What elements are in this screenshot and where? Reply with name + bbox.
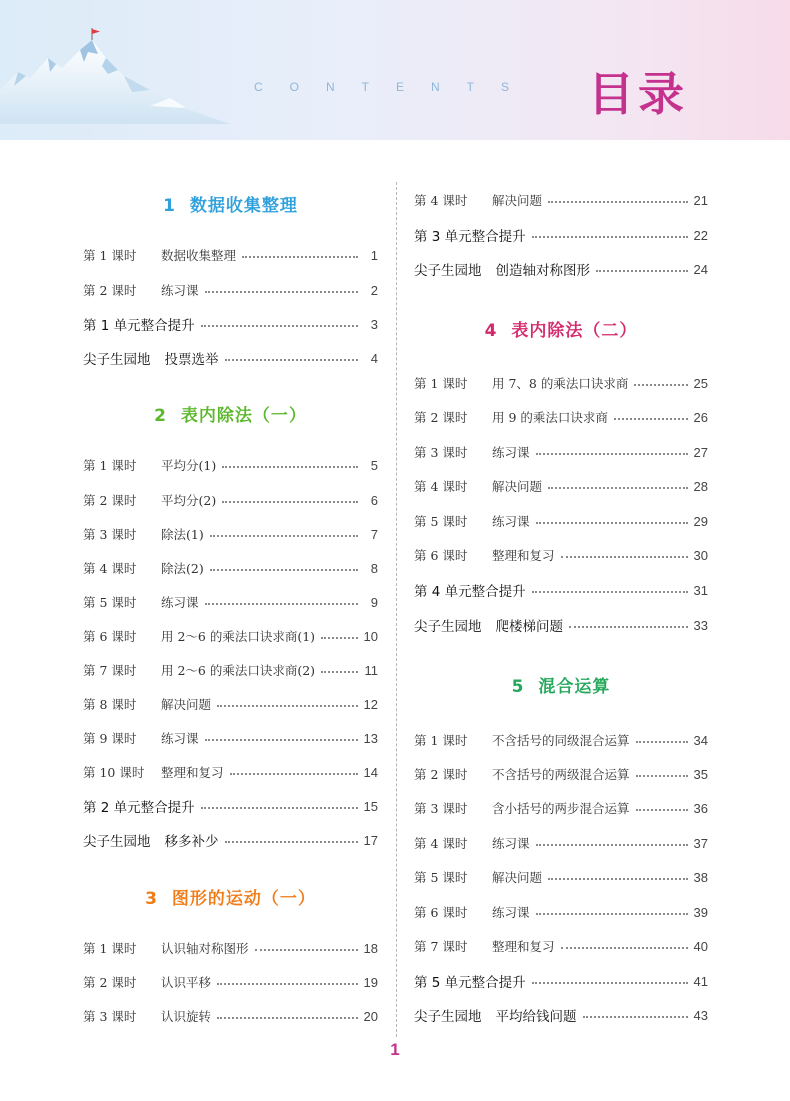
entry-title xyxy=(83,314,195,334)
entry-label: 尖子生园地 xyxy=(414,619,482,635)
page-ref: 38 xyxy=(693,869,708,885)
toc-entry[interactable] xyxy=(83,592,378,612)
toc-entry[interactable] xyxy=(414,798,708,818)
entry-label: 第 3 单元整合提升 xyxy=(414,229,526,245)
lesson-topic: 含小括号的两步混合运算 xyxy=(492,801,630,816)
lesson-label: 第 4 课时 xyxy=(414,193,468,208)
lesson-label: 第 2 课时 xyxy=(414,410,468,425)
toc-entry[interactable] xyxy=(414,190,708,210)
lesson-topic: 认识平移 xyxy=(161,975,212,990)
lesson-topic: 解决问题 xyxy=(161,697,212,712)
dot-leader xyxy=(225,841,358,843)
lesson-topic: 解决问题 xyxy=(492,193,543,208)
page-ref: 25 xyxy=(693,375,708,391)
entry-title xyxy=(83,559,204,577)
entry-title xyxy=(83,661,315,679)
entry-title xyxy=(414,408,608,426)
dot-leader xyxy=(536,913,688,915)
dot-leader xyxy=(636,775,688,777)
lesson-topic: 除法(2) xyxy=(161,561,204,576)
lesson-label: 第 3 课时 xyxy=(414,801,468,816)
lesson-label: 第 8 课时 xyxy=(83,697,137,712)
page-ref: 24 xyxy=(693,261,708,277)
unit-heading xyxy=(83,191,378,216)
toc-entry[interactable] xyxy=(83,245,378,265)
toc-entry[interactable] xyxy=(414,225,708,245)
toc-entry[interactable] xyxy=(83,524,378,544)
lesson-topic: 整理和复习 xyxy=(161,765,224,780)
lesson-topic: 解决问题 xyxy=(492,870,543,885)
entry-title xyxy=(83,1007,211,1025)
toc-entry[interactable] xyxy=(83,348,378,368)
page-ref: 37 xyxy=(693,835,708,851)
entry-topic: 移多补少 xyxy=(164,834,219,850)
lesson-label: 第 3 课时 xyxy=(83,527,137,542)
entry-title xyxy=(414,903,530,921)
lesson-label: 第 7 课时 xyxy=(414,939,468,954)
entry-title xyxy=(414,512,530,530)
page-ref: 2 xyxy=(370,282,378,298)
entry-label: 尖子生园地 xyxy=(414,263,482,279)
toc-entry[interactable] xyxy=(414,407,708,427)
page-ref: 40 xyxy=(693,938,708,954)
entry-title xyxy=(83,796,195,816)
page-ref: 26 xyxy=(693,409,708,425)
lesson-topic: 用 2～6 的乘法口诀求商(2) xyxy=(161,663,316,678)
lesson-topic: 练习课 xyxy=(492,445,530,460)
lesson-topic: 练习课 xyxy=(492,514,530,529)
lesson-label: 第 4 课时 xyxy=(83,561,137,576)
unit-title: 表内除法（二） xyxy=(511,321,638,341)
entry-title xyxy=(83,456,216,474)
dot-leader xyxy=(596,270,688,272)
dot-leader xyxy=(561,556,688,558)
toc-entry[interactable] xyxy=(414,867,708,887)
lesson-topic: 练习课 xyxy=(161,731,199,746)
page-ref: 28 xyxy=(693,478,708,494)
lesson-label: 第 6 课时 xyxy=(414,905,468,920)
dot-leader xyxy=(536,453,688,455)
entry-title xyxy=(414,443,530,461)
entry-title xyxy=(83,348,219,368)
entry-title xyxy=(414,868,542,886)
entry-title xyxy=(414,615,563,635)
toc-entry[interactable] xyxy=(83,314,378,334)
page-ref: 12 xyxy=(363,696,378,712)
toc-entry[interactable] xyxy=(83,694,378,714)
toc-entry[interactable] xyxy=(414,764,708,784)
entry-title xyxy=(83,525,204,543)
lesson-topic: 整理和复习 xyxy=(492,939,555,954)
lesson-topic: 认识旋转 xyxy=(161,1009,212,1024)
dot-leader xyxy=(201,325,358,327)
dot-leader xyxy=(217,705,358,707)
dot-leader xyxy=(205,739,358,741)
dot-leader xyxy=(321,637,357,639)
entry-title xyxy=(83,281,199,299)
entry-title xyxy=(83,763,224,781)
lesson-label: 第 2 课时 xyxy=(83,283,137,298)
entry-title xyxy=(414,374,628,392)
lesson-label: 第 1 课时 xyxy=(414,733,468,748)
page-ref: 10 xyxy=(363,628,378,644)
lesson-label: 第 4 课时 xyxy=(414,479,468,494)
entry-title xyxy=(83,973,211,991)
page-ref: 8 xyxy=(370,560,378,576)
page-ref: 4 xyxy=(370,350,378,366)
lesson-topic: 练习课 xyxy=(492,905,530,920)
page-ref: 21 xyxy=(693,192,708,208)
toc-entry[interactable] xyxy=(83,280,378,300)
page-ref: 18 xyxy=(363,940,378,956)
page-ref: 17 xyxy=(363,832,378,848)
entry-topic: 爬楼梯问题 xyxy=(495,619,563,635)
unit-heading xyxy=(414,316,708,341)
toc-entry[interactable] xyxy=(414,971,708,991)
page-ref: 14 xyxy=(363,764,378,780)
entry-title xyxy=(83,593,199,611)
lesson-label: 第 2 课时 xyxy=(83,975,137,990)
lesson-label: 第 5 课时 xyxy=(83,595,137,610)
lesson-label: 第 10 课时 xyxy=(83,765,145,780)
entry-title xyxy=(83,491,216,509)
page-ref: 22 xyxy=(693,227,708,243)
page-ref: 13 xyxy=(363,730,378,746)
entry-title xyxy=(414,765,630,783)
entry-title xyxy=(414,191,542,209)
lesson-topic: 用 9 的乘法口诀求商 xyxy=(492,410,608,425)
entry-title xyxy=(83,246,236,264)
entry-label: 第 4 单元整合提升 xyxy=(414,584,526,600)
toc-entry[interactable] xyxy=(83,762,378,782)
dot-leader xyxy=(561,947,688,949)
toc-entry[interactable] xyxy=(414,259,708,279)
toc-entry[interactable] xyxy=(83,796,378,816)
dot-leader xyxy=(217,983,358,985)
page-ref: 11 xyxy=(364,662,378,678)
dot-leader xyxy=(634,384,687,386)
toc-entry[interactable] xyxy=(414,373,708,393)
dot-leader xyxy=(614,418,688,420)
page-ref: 30 xyxy=(693,547,708,563)
entry-title xyxy=(414,799,630,817)
lesson-label: 第 4 课时 xyxy=(414,836,468,851)
toc-entry[interactable] xyxy=(414,545,708,565)
entry-topic: 创造轴对称图形 xyxy=(495,263,590,279)
dot-leader xyxy=(636,741,688,743)
dot-leader xyxy=(321,671,358,673)
unit-title: 图形的运动（一） xyxy=(171,889,316,909)
entry-title xyxy=(83,830,219,850)
entry-title xyxy=(414,834,530,852)
unit-number: 1 xyxy=(163,196,176,216)
dot-leader xyxy=(548,201,688,203)
entry-title xyxy=(414,937,555,955)
dot-leader xyxy=(255,949,358,951)
lesson-label: 第 5 课时 xyxy=(414,514,468,529)
toc-entry[interactable] xyxy=(414,476,708,496)
entry-label: 第 1 单元整合提升 xyxy=(83,318,195,334)
dot-leader xyxy=(548,487,688,489)
lesson-topic: 练习课 xyxy=(161,283,199,298)
lesson-topic: 解决问题 xyxy=(492,479,543,494)
entry-title xyxy=(83,695,211,713)
unit-title: 混合运算 xyxy=(538,677,611,697)
unit-number: 4 xyxy=(484,321,498,341)
dot-leader xyxy=(532,982,688,984)
page-ref: 20 xyxy=(363,1008,378,1024)
toc-entry[interactable] xyxy=(83,1006,378,1026)
lesson-topic: 平均分(2) xyxy=(161,493,217,508)
toc-entry[interactable] xyxy=(83,728,378,748)
lesson-topic: 认识轴对称图形 xyxy=(161,941,249,956)
entry-topic: 投票选举 xyxy=(164,352,219,368)
page-ref: 35 xyxy=(693,766,708,782)
entry-title xyxy=(414,546,555,564)
lesson-topic: 用 2～6 的乘法口诀求商(1) xyxy=(161,629,316,644)
entry-label: 尖子生园地 xyxy=(83,834,151,850)
dot-leader xyxy=(210,569,358,571)
entry-title xyxy=(414,1005,577,1025)
toc-entry[interactable] xyxy=(414,730,708,750)
dot-leader xyxy=(548,878,688,880)
dot-leader xyxy=(583,1016,688,1018)
page-ref: 33 xyxy=(693,617,708,633)
unit-number: 2 xyxy=(154,406,167,426)
entry-label: 尖子生园地 xyxy=(83,352,151,368)
dot-leader xyxy=(532,236,688,238)
dot-leader xyxy=(205,603,358,605)
lesson-label: 第 1 课时 xyxy=(83,458,137,473)
toc-entry[interactable] xyxy=(83,490,378,510)
mountain-illustration xyxy=(0,28,230,128)
lesson-topic: 整理和复习 xyxy=(492,548,555,563)
entry-title xyxy=(83,729,199,747)
dot-leader xyxy=(205,291,358,293)
lesson-label: 第 2 课时 xyxy=(414,767,468,782)
page-ref: 34 xyxy=(693,732,708,748)
entry-title xyxy=(83,939,249,957)
lesson-label: 第 7 课时 xyxy=(83,663,137,678)
dot-leader xyxy=(536,844,688,846)
dot-leader xyxy=(222,466,358,468)
toc-entry[interactable] xyxy=(83,830,378,850)
entry-title xyxy=(414,225,526,245)
toc-entry[interactable] xyxy=(414,615,708,635)
unit-heading xyxy=(83,884,378,909)
toc-entry[interactable] xyxy=(83,558,378,578)
page-number: 1 xyxy=(390,1040,400,1059)
dot-leader xyxy=(225,359,359,361)
toc-entry[interactable] xyxy=(414,833,708,853)
lesson-topic: 不含括号的两级混合运算 xyxy=(492,767,630,782)
toc-entry[interactable] xyxy=(414,1005,708,1025)
unit-title: 数据收集整理 xyxy=(189,196,298,216)
toc-entry[interactable] xyxy=(83,626,378,646)
entry-title xyxy=(414,259,590,279)
entry-label: 第 2 单元整合提升 xyxy=(83,800,195,816)
dot-leader xyxy=(242,256,358,258)
page-ref: 6 xyxy=(370,492,378,508)
lesson-topic: 练习课 xyxy=(492,836,530,851)
dot-leader xyxy=(222,501,358,503)
lesson-label: 第 3 课时 xyxy=(414,445,468,460)
unit-heading xyxy=(83,401,378,426)
toc-entry[interactable] xyxy=(83,938,378,958)
lesson-label: 第 5 课时 xyxy=(414,870,468,885)
lesson-label: 第 6 课时 xyxy=(414,548,468,563)
entry-label: 第 5 单元整合提升 xyxy=(414,975,526,991)
lesson-label: 第 1 课时 xyxy=(83,941,137,956)
page-ref: 5 xyxy=(370,457,378,473)
lesson-topic: 除法(1) xyxy=(161,527,204,542)
dot-leader xyxy=(201,807,358,809)
dot-leader xyxy=(536,522,688,524)
entry-title xyxy=(414,731,630,749)
lesson-topic: 数据收集整理 xyxy=(161,248,237,263)
dot-leader xyxy=(532,591,688,593)
unit-number: 5 xyxy=(511,677,525,697)
lesson-label: 第 3 课时 xyxy=(83,1009,137,1024)
toc-entry[interactable] xyxy=(414,511,708,531)
page-ref: 39 xyxy=(693,904,708,920)
lesson-label: 第 6 课时 xyxy=(83,629,137,644)
dot-leader xyxy=(230,773,358,775)
entry-label: 尖子生园地 xyxy=(414,1009,482,1025)
lesson-topic: 平均分(1) xyxy=(161,458,217,473)
page-ref: 1 xyxy=(370,247,378,263)
page-ref: 29 xyxy=(693,513,708,529)
column-divider xyxy=(396,182,397,1037)
entry-title xyxy=(414,477,542,495)
unit-number: 3 xyxy=(145,889,158,909)
lesson-topic: 用 7、8 的乘法口诀求商 xyxy=(492,376,629,391)
dot-leader xyxy=(217,1017,358,1019)
page-ref: 31 xyxy=(693,582,708,598)
lesson-topic: 练习课 xyxy=(161,595,199,610)
toc-entry[interactable] xyxy=(414,580,708,600)
page-title: 目录 xyxy=(588,67,688,121)
page-ref: 43 xyxy=(693,1007,708,1023)
lesson-label: 第 1 课时 xyxy=(83,248,137,263)
page-ref: 27 xyxy=(693,444,708,460)
toc-entry[interactable] xyxy=(414,902,708,922)
toc-entry[interactable] xyxy=(414,442,708,462)
entry-topic: 平均给钱问题 xyxy=(495,1009,577,1025)
lesson-label: 第 9 课时 xyxy=(83,731,137,746)
lesson-label: 第 2 课时 xyxy=(83,493,137,508)
page-ref: 19 xyxy=(363,974,378,990)
dot-leader xyxy=(210,535,358,537)
page-ref: 3 xyxy=(370,316,378,332)
toc-entry[interactable] xyxy=(83,660,378,680)
entry-title xyxy=(414,971,526,991)
entry-title xyxy=(83,627,315,645)
toc-entry[interactable] xyxy=(83,972,378,992)
header-banner xyxy=(0,0,790,140)
entry-title xyxy=(414,580,526,600)
page-ref: 9 xyxy=(370,594,378,610)
page-ref: 41 xyxy=(693,973,708,989)
dot-leader xyxy=(569,626,688,628)
page-ref: 36 xyxy=(693,800,708,816)
toc-entry[interactable] xyxy=(83,455,378,475)
page-ref: 7 xyxy=(370,526,378,542)
unit-heading xyxy=(414,672,708,697)
lesson-label: 第 1 课时 xyxy=(414,376,468,391)
unit-title: 表内除法（一） xyxy=(180,406,307,426)
lesson-topic: 不含括号的同级混合运算 xyxy=(492,733,630,748)
contents-word: CONTENTS xyxy=(254,80,536,94)
page-ref: 15 xyxy=(363,798,378,814)
dot-leader xyxy=(636,809,688,811)
toc-entry[interactable] xyxy=(414,936,708,956)
